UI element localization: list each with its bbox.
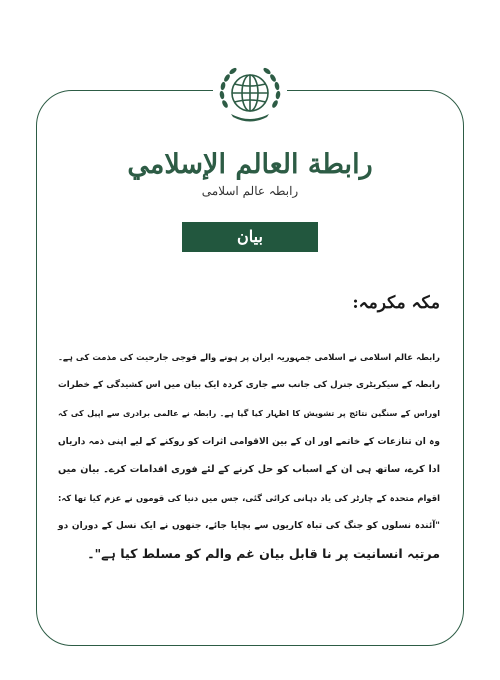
body-line: ادا کرے، ساتھ ہی ان کے اسباب کو حل کرنے کے لئے فوری اقدامات کرے۔ بیان میں	[58, 463, 440, 475]
organization-name	[0, 148, 500, 200]
body-line: اوراس کے سنگین نتائج پر تشویش کا اظہار کیا گیا ہے۔ رابطہ نے عالمی برادری سے اپیل کی کہ	[58, 408, 440, 419]
org-name-urdu: رابطہ عالم اسلامی	[201, 184, 299, 198]
statement-body	[58, 343, 440, 569]
body-line: اقوام متحدہ کے چارٹر کی یاد دہانی کرائی گئی، جس میں دنیا کی قوموں نے عزم کیا تھا کہ:	[58, 493, 440, 504]
body-line: رابطہ کے سیکریٹری جنرل کی جانب سے جاری کردہ ایک بیان میں اس کشیدگی کے خطرات	[58, 380, 440, 391]
body-line: وہ ان تنازعات کے خاتمے اور ان کے بین الاقوامی اثرات کو روکنے کے لیے اپنی ذمہ داریاں	[58, 436, 440, 447]
dateline: مکہ مکرمہ:	[352, 293, 440, 313]
globe-wreath-icon	[213, 58, 287, 132]
body-line: مرتبہ انسانیت پر نا قابل بیان غم والم کو مسلط کیا ہے"۔	[87, 546, 440, 562]
statement-badge: بیان	[182, 222, 318, 252]
body-line: "آئندہ نسلوں کو جنگ کی تباہ کاریوں سے بچایا جائے، جنھوں نے ایک نسل کے دوران دو	[58, 521, 440, 532]
body-line: رابطہ عالم اسلامی نے اسلامی جمہوریہ ایران پر ہونے والے فوجی جارحیت کی مذمت کی ہے۔	[58, 352, 440, 362]
org-name-arabic: رابطة العالم الإسلامي	[127, 149, 373, 180]
